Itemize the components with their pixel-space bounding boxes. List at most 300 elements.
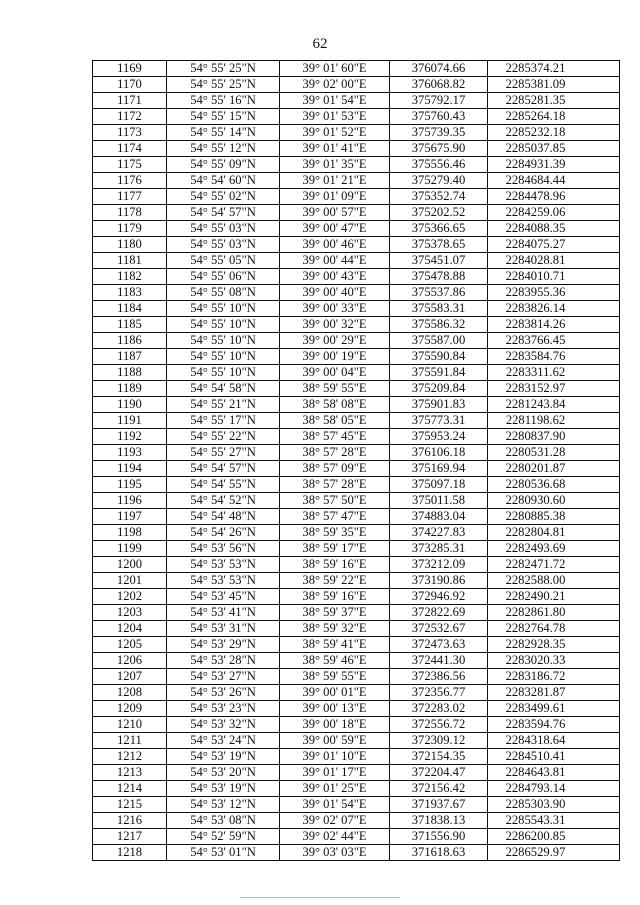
table-row — [93, 141, 620, 157]
x-coordinate-cell: 372283.02 — [390, 701, 488, 717]
latitude-cell: 54° 55' 27"N — [167, 445, 280, 461]
longitude-cell: 39° 00' 19"E — [280, 349, 390, 365]
table-row — [93, 157, 620, 173]
point-number-cell: 1183 — [93, 285, 167, 301]
table-row — [93, 109, 620, 125]
latitude-cell: 54° 53' 41"N — [167, 605, 280, 621]
table-row — [93, 413, 620, 429]
latitude-cell: 54° 53' 19"N — [167, 749, 280, 765]
latitude-cell: 54° 53' 53"N — [167, 557, 280, 573]
x-coordinate-cell: 371838.13 — [390, 813, 488, 829]
point-number-cell: 1193 — [93, 445, 167, 461]
latitude-cell: 54° 55' 25"N — [167, 61, 280, 77]
x-coordinate-cell: 372386.56 — [390, 669, 488, 685]
coordinates-table — [92, 60, 620, 861]
longitude-cell: 39° 01' 21"E — [280, 173, 390, 189]
table-row — [93, 717, 620, 733]
longitude-cell: 38° 57' 09"E — [280, 461, 390, 477]
longitude-cell: 38° 57' 28"E — [280, 445, 390, 461]
longitude-cell: 39° 01' 53"E — [280, 109, 390, 125]
y-coordinate-cell: 2284684.44 — [488, 173, 620, 189]
longitude-cell: 39° 02' 44"E — [280, 829, 390, 845]
table-row — [93, 301, 620, 317]
point-number-cell: 1204 — [93, 621, 167, 637]
latitude-cell: 54° 55' 05"N — [167, 253, 280, 269]
x-coordinate-cell: 375773.31 — [390, 413, 488, 429]
latitude-cell: 54° 53' 23"N — [167, 701, 280, 717]
x-coordinate-cell: 375792.17 — [390, 93, 488, 109]
longitude-cell: 39° 00' 32"E — [280, 317, 390, 333]
y-coordinate-cell: 2283594.76 — [488, 717, 620, 733]
y-coordinate-cell: 2285281.35 — [488, 93, 620, 109]
table-row — [93, 669, 620, 685]
latitude-cell: 54° 53' 45"N — [167, 589, 280, 605]
x-coordinate-cell: 372556.72 — [390, 717, 488, 733]
table-row — [93, 205, 620, 221]
x-coordinate-cell: 375279.40 — [390, 173, 488, 189]
longitude-cell: 39° 02' 00"E — [280, 77, 390, 93]
point-number-cell: 1172 — [93, 109, 167, 125]
longitude-cell: 39° 00' 13"E — [280, 701, 390, 717]
x-coordinate-cell: 374883.04 — [390, 509, 488, 525]
y-coordinate-cell: 2282861.80 — [488, 605, 620, 621]
y-coordinate-cell: 2284088.35 — [488, 221, 620, 237]
x-coordinate-cell: 375478.88 — [390, 269, 488, 285]
y-coordinate-cell: 2283766.45 — [488, 333, 620, 349]
longitude-cell: 38° 59' 32"E — [280, 621, 390, 637]
longitude-cell: 39° 00' 01"E — [280, 685, 390, 701]
longitude-cell: 38° 58' 08"E — [280, 397, 390, 413]
y-coordinate-cell: 2282471.72 — [488, 557, 620, 573]
y-coordinate-cell: 2281243.84 — [488, 397, 620, 413]
x-coordinate-cell: 375202.52 — [390, 205, 488, 221]
y-coordinate-cell: 2284259.06 — [488, 205, 620, 221]
latitude-cell: 54° 53' 12"N — [167, 797, 280, 813]
latitude-cell: 54° 53' 31"N — [167, 621, 280, 637]
x-coordinate-cell: 373212.09 — [390, 557, 488, 573]
y-coordinate-cell: 2285037.85 — [488, 141, 620, 157]
point-number-cell: 1170 — [93, 77, 167, 93]
x-coordinate-cell: 372309.12 — [390, 733, 488, 749]
point-number-cell: 1185 — [93, 317, 167, 333]
y-coordinate-cell: 2284478.96 — [488, 189, 620, 205]
x-coordinate-cell: 372946.92 — [390, 589, 488, 605]
latitude-cell: 54° 53' 53"N — [167, 573, 280, 589]
y-coordinate-cell: 2282928.35 — [488, 637, 620, 653]
longitude-cell: 39° 00' 04"E — [280, 365, 390, 381]
table-row — [93, 509, 620, 525]
longitude-cell: 38° 57' 50"E — [280, 493, 390, 509]
y-coordinate-cell: 2282588.00 — [488, 573, 620, 589]
point-number-cell: 1205 — [93, 637, 167, 653]
latitude-cell: 54° 55' 10"N — [167, 317, 280, 333]
point-number-cell: 1215 — [93, 797, 167, 813]
y-coordinate-cell: 2283186.72 — [488, 669, 620, 685]
x-coordinate-cell: 375901.83 — [390, 397, 488, 413]
y-coordinate-cell: 2283584.76 — [488, 349, 620, 365]
latitude-cell: 54° 54' 57"N — [167, 205, 280, 221]
latitude-cell: 54° 55' 14"N — [167, 125, 280, 141]
longitude-cell: 39° 00' 44"E — [280, 253, 390, 269]
point-number-cell: 1171 — [93, 93, 167, 109]
y-coordinate-cell: 2284793.14 — [488, 781, 620, 797]
y-coordinate-cell: 2286529.97 — [488, 845, 620, 861]
table-row — [93, 541, 620, 557]
longitude-cell: 38° 57' 28"E — [280, 477, 390, 493]
y-coordinate-cell: 2282493.69 — [488, 541, 620, 557]
point-number-cell: 1200 — [93, 557, 167, 573]
y-coordinate-cell: 2285381.09 — [488, 77, 620, 93]
x-coordinate-cell: 371937.67 — [390, 797, 488, 813]
point-number-cell: 1213 — [93, 765, 167, 781]
longitude-cell: 38° 59' 22"E — [280, 573, 390, 589]
table-row — [93, 525, 620, 541]
x-coordinate-cell: 375586.32 — [390, 317, 488, 333]
table-row — [93, 589, 620, 605]
latitude-cell: 54° 52' 59"N — [167, 829, 280, 845]
table-row — [93, 701, 620, 717]
y-coordinate-cell: 2283499.61 — [488, 701, 620, 717]
longitude-cell: 39° 01' 35"E — [280, 157, 390, 173]
point-number-cell: 1218 — [93, 845, 167, 861]
latitude-cell: 54° 55' 22"N — [167, 429, 280, 445]
table-row — [93, 797, 620, 813]
point-number-cell: 1197 — [93, 509, 167, 525]
table-row — [93, 557, 620, 573]
longitude-cell: 38° 58' 05"E — [280, 413, 390, 429]
x-coordinate-cell: 375169.94 — [390, 461, 488, 477]
latitude-cell: 54° 55' 02"N — [167, 189, 280, 205]
longitude-cell: 38° 57' 45"E — [280, 429, 390, 445]
latitude-cell: 54° 55' 03"N — [167, 221, 280, 237]
y-coordinate-cell: 2283281.87 — [488, 685, 620, 701]
longitude-cell: 39° 00' 43"E — [280, 269, 390, 285]
x-coordinate-cell: 375556.46 — [390, 157, 488, 173]
x-coordinate-cell: 375537.86 — [390, 285, 488, 301]
y-coordinate-cell: 2280201.87 — [488, 461, 620, 477]
x-coordinate-cell: 375591.84 — [390, 365, 488, 381]
longitude-cell: 39° 00' 40"E — [280, 285, 390, 301]
longitude-cell: 38° 59' 46"E — [280, 653, 390, 669]
latitude-cell: 54° 54' 60"N — [167, 173, 280, 189]
longitude-cell: 39° 01' 52"E — [280, 125, 390, 141]
latitude-cell: 54° 55' 06"N — [167, 269, 280, 285]
table-row — [93, 173, 620, 189]
table-row — [93, 493, 620, 509]
table-row — [93, 637, 620, 653]
x-coordinate-cell: 372441.30 — [390, 653, 488, 669]
longitude-cell: 38° 59' 55"E — [280, 381, 390, 397]
table-row — [93, 781, 620, 797]
y-coordinate-cell: 2284028.81 — [488, 253, 620, 269]
table-row — [93, 429, 620, 445]
y-coordinate-cell: 2283311.62 — [488, 365, 620, 381]
longitude-cell: 39° 01' 60"E — [280, 61, 390, 77]
x-coordinate-cell: 372356.77 — [390, 685, 488, 701]
table-row — [93, 461, 620, 477]
table-row — [93, 285, 620, 301]
y-coordinate-cell: 2281198.62 — [488, 413, 620, 429]
point-number-cell: 1194 — [93, 461, 167, 477]
x-coordinate-cell: 375451.07 — [390, 253, 488, 269]
latitude-cell: 54° 54' 57"N — [167, 461, 280, 477]
point-number-cell: 1199 — [93, 541, 167, 557]
y-coordinate-cell: 2284318.64 — [488, 733, 620, 749]
y-coordinate-cell: 2284010.71 — [488, 269, 620, 285]
y-coordinate-cell: 2282804.81 — [488, 525, 620, 541]
point-number-cell: 1173 — [93, 125, 167, 141]
table-row — [93, 93, 620, 109]
table-row — [93, 733, 620, 749]
x-coordinate-cell: 375675.90 — [390, 141, 488, 157]
point-number-cell: 1179 — [93, 221, 167, 237]
y-coordinate-cell: 2280930.60 — [488, 493, 620, 509]
longitude-cell: 39° 01' 10"E — [280, 749, 390, 765]
latitude-cell: 54° 55' 10"N — [167, 333, 280, 349]
latitude-cell: 54° 53' 08"N — [167, 813, 280, 829]
latitude-cell: 54° 54' 26"N — [167, 525, 280, 541]
y-coordinate-cell: 2284075.27 — [488, 237, 620, 253]
point-number-cell: 1201 — [93, 573, 167, 589]
point-number-cell: 1192 — [93, 429, 167, 445]
point-number-cell: 1176 — [93, 173, 167, 189]
point-number-cell: 1212 — [93, 749, 167, 765]
table-row — [93, 765, 620, 781]
latitude-cell: 54° 55' 03"N — [167, 237, 280, 253]
latitude-cell: 54° 55' 08"N — [167, 285, 280, 301]
x-coordinate-cell: 376074.66 — [390, 61, 488, 77]
latitude-cell: 54° 55' 17"N — [167, 413, 280, 429]
x-coordinate-cell: 371618.63 — [390, 845, 488, 861]
table-row — [93, 189, 620, 205]
point-number-cell: 1180 — [93, 237, 167, 253]
point-number-cell: 1214 — [93, 781, 167, 797]
point-number-cell: 1175 — [93, 157, 167, 173]
point-number-cell: 1207 — [93, 669, 167, 685]
longitude-cell: 38° 57' 47"E — [280, 509, 390, 525]
y-coordinate-cell: 2284510.41 — [488, 749, 620, 765]
table-row — [93, 685, 620, 701]
latitude-cell: 54° 53' 20"N — [167, 765, 280, 781]
y-coordinate-cell: 2286200.85 — [488, 829, 620, 845]
point-number-cell: 1188 — [93, 365, 167, 381]
table-row — [93, 381, 620, 397]
point-number-cell: 1187 — [93, 349, 167, 365]
y-coordinate-cell: 2282764.78 — [488, 621, 620, 637]
latitude-cell: 54° 54' 58"N — [167, 381, 280, 397]
longitude-cell: 39° 01' 09"E — [280, 189, 390, 205]
longitude-cell: 39° 00' 46"E — [280, 237, 390, 253]
latitude-cell: 54° 53' 29"N — [167, 637, 280, 653]
point-number-cell: 1189 — [93, 381, 167, 397]
table-row — [93, 477, 620, 493]
y-coordinate-cell: 2283152.97 — [488, 381, 620, 397]
x-coordinate-cell: 372532.67 — [390, 621, 488, 637]
x-coordinate-cell: 376068.82 — [390, 77, 488, 93]
latitude-cell: 54° 55' 10"N — [167, 349, 280, 365]
latitude-cell: 54° 54' 52"N — [167, 493, 280, 509]
table-row — [93, 573, 620, 589]
table-row — [93, 605, 620, 621]
latitude-cell: 54° 55' 15"N — [167, 109, 280, 125]
point-number-cell: 1198 — [93, 525, 167, 541]
x-coordinate-cell: 371556.90 — [390, 829, 488, 845]
longitude-cell: 38° 59' 16"E — [280, 557, 390, 573]
x-coordinate-cell: 372154.35 — [390, 749, 488, 765]
longitude-cell: 38° 59' 41"E — [280, 637, 390, 653]
point-number-cell: 1196 — [93, 493, 167, 509]
table-row — [93, 749, 620, 765]
longitude-cell: 39° 00' 18"E — [280, 717, 390, 733]
table-row — [93, 653, 620, 669]
footer-divider — [240, 897, 400, 898]
point-number-cell: 1206 — [93, 653, 167, 669]
longitude-cell: 39° 03' 03"E — [280, 845, 390, 861]
y-coordinate-cell: 2283826.14 — [488, 301, 620, 317]
page-number: 62 — [312, 36, 328, 52]
latitude-cell: 54° 55' 10"N — [167, 365, 280, 381]
y-coordinate-cell: 2283020.33 — [488, 653, 620, 669]
latitude-cell: 54° 55' 16"N — [167, 93, 280, 109]
x-coordinate-cell: 376106.18 — [390, 445, 488, 461]
table-row — [93, 365, 620, 381]
point-number-cell: 1216 — [93, 813, 167, 829]
x-coordinate-cell: 372204.47 — [390, 765, 488, 781]
x-coordinate-cell: 375739.35 — [390, 125, 488, 141]
longitude-cell: 39° 00' 57"E — [280, 205, 390, 221]
point-number-cell: 1190 — [93, 397, 167, 413]
table-row — [93, 269, 620, 285]
latitude-cell: 54° 55' 21"N — [167, 397, 280, 413]
table-row — [93, 397, 620, 413]
y-coordinate-cell: 2280837.90 — [488, 429, 620, 445]
table-row — [93, 253, 620, 269]
x-coordinate-cell: 372822.69 — [390, 605, 488, 621]
longitude-cell: 38° 59' 37"E — [280, 605, 390, 621]
longitude-cell: 39° 00' 29"E — [280, 333, 390, 349]
y-coordinate-cell: 2284931.39 — [488, 157, 620, 173]
y-coordinate-cell: 2284643.81 — [488, 765, 620, 781]
y-coordinate-cell: 2285303.90 — [488, 797, 620, 813]
table-row — [93, 61, 620, 77]
x-coordinate-cell: 375011.58 — [390, 493, 488, 509]
point-number-cell: 1203 — [93, 605, 167, 621]
longitude-cell: 39° 01' 54"E — [280, 797, 390, 813]
longitude-cell: 39° 02' 07"E — [280, 813, 390, 829]
x-coordinate-cell: 375352.74 — [390, 189, 488, 205]
y-coordinate-cell: 2285264.18 — [488, 109, 620, 125]
y-coordinate-cell: 2283814.26 — [488, 317, 620, 333]
x-coordinate-cell: 375097.18 — [390, 477, 488, 493]
latitude-cell: 54° 53' 56"N — [167, 541, 280, 557]
x-coordinate-cell: 375209.84 — [390, 381, 488, 397]
point-number-cell: 1195 — [93, 477, 167, 493]
x-coordinate-cell: 374227.83 — [390, 525, 488, 541]
x-coordinate-cell: 375583.31 — [390, 301, 488, 317]
x-coordinate-cell: 373190.86 — [390, 573, 488, 589]
y-coordinate-cell: 2285543.31 — [488, 813, 620, 829]
latitude-cell: 54° 53' 01"N — [167, 845, 280, 861]
longitude-cell: 39° 01' 41"E — [280, 141, 390, 157]
table-row — [93, 349, 620, 365]
point-number-cell: 1211 — [93, 733, 167, 749]
longitude-cell: 39° 01' 25"E — [280, 781, 390, 797]
x-coordinate-cell: 375378.65 — [390, 237, 488, 253]
y-coordinate-cell: 2283955.36 — [488, 285, 620, 301]
x-coordinate-cell: 372156.42 — [390, 781, 488, 797]
latitude-cell: 54° 55' 09"N — [167, 157, 280, 173]
x-coordinate-cell: 375590.84 — [390, 349, 488, 365]
longitude-cell: 38° 59' 55"E — [280, 669, 390, 685]
table-row — [93, 317, 620, 333]
x-coordinate-cell: 375760.43 — [390, 109, 488, 125]
latitude-cell: 54° 54' 55"N — [167, 477, 280, 493]
latitude-cell: 54° 53' 32"N — [167, 717, 280, 733]
point-number-cell: 1181 — [93, 253, 167, 269]
point-number-cell: 1186 — [93, 333, 167, 349]
y-coordinate-cell: 2285232.18 — [488, 125, 620, 141]
latitude-cell: 54° 53' 26"N — [167, 685, 280, 701]
longitude-cell: 38° 59' 16"E — [280, 589, 390, 605]
table-row — [93, 813, 620, 829]
longitude-cell: 39° 01' 17"E — [280, 765, 390, 781]
table-row — [93, 333, 620, 349]
longitude-cell: 39° 00' 47"E — [280, 221, 390, 237]
table-row — [93, 845, 620, 861]
point-number-cell: 1210 — [93, 717, 167, 733]
table-row — [93, 125, 620, 141]
x-coordinate-cell: 375366.65 — [390, 221, 488, 237]
y-coordinate-cell: 2280885.38 — [488, 509, 620, 525]
point-number-cell: 1182 — [93, 269, 167, 285]
longitude-cell: 38° 59' 35"E — [280, 525, 390, 541]
point-number-cell: 1191 — [93, 413, 167, 429]
x-coordinate-cell: 375587.00 — [390, 333, 488, 349]
latitude-cell: 54° 53' 27"N — [167, 669, 280, 685]
longitude-cell: 38° 59' 17"E — [280, 541, 390, 557]
table-row — [93, 445, 620, 461]
table-row — [93, 77, 620, 93]
latitude-cell: 54° 55' 10"N — [167, 301, 280, 317]
latitude-cell: 54° 54' 48"N — [167, 509, 280, 525]
latitude-cell: 54° 55' 25"N — [167, 77, 280, 93]
table-row — [93, 829, 620, 845]
coordinates-table-body — [93, 61, 620, 861]
point-number-cell: 1217 — [93, 829, 167, 845]
point-number-cell: 1169 — [93, 61, 167, 77]
longitude-cell: 39° 00' 59"E — [280, 733, 390, 749]
point-number-cell: 1202 — [93, 589, 167, 605]
point-number-cell: 1184 — [93, 301, 167, 317]
longitude-cell: 39° 01' 54"E — [280, 93, 390, 109]
y-coordinate-cell: 2280531.28 — [488, 445, 620, 461]
point-number-cell: 1178 — [93, 205, 167, 221]
point-number-cell: 1209 — [93, 701, 167, 717]
latitude-cell: 54° 53' 19"N — [167, 781, 280, 797]
y-coordinate-cell: 2282490.21 — [488, 589, 620, 605]
latitude-cell: 54° 53' 24"N — [167, 733, 280, 749]
x-coordinate-cell: 373285.31 — [390, 541, 488, 557]
latitude-cell: 54° 55' 12"N — [167, 141, 280, 157]
table-row — [93, 237, 620, 253]
x-coordinate-cell: 372473.63 — [390, 637, 488, 653]
longitude-cell: 39° 00' 33"E — [280, 301, 390, 317]
y-coordinate-cell: 2285374.21 — [488, 61, 620, 77]
latitude-cell: 54° 53' 28"N — [167, 653, 280, 669]
point-number-cell: 1208 — [93, 685, 167, 701]
point-number-cell: 1174 — [93, 141, 167, 157]
point-number-cell: 1177 — [93, 189, 167, 205]
